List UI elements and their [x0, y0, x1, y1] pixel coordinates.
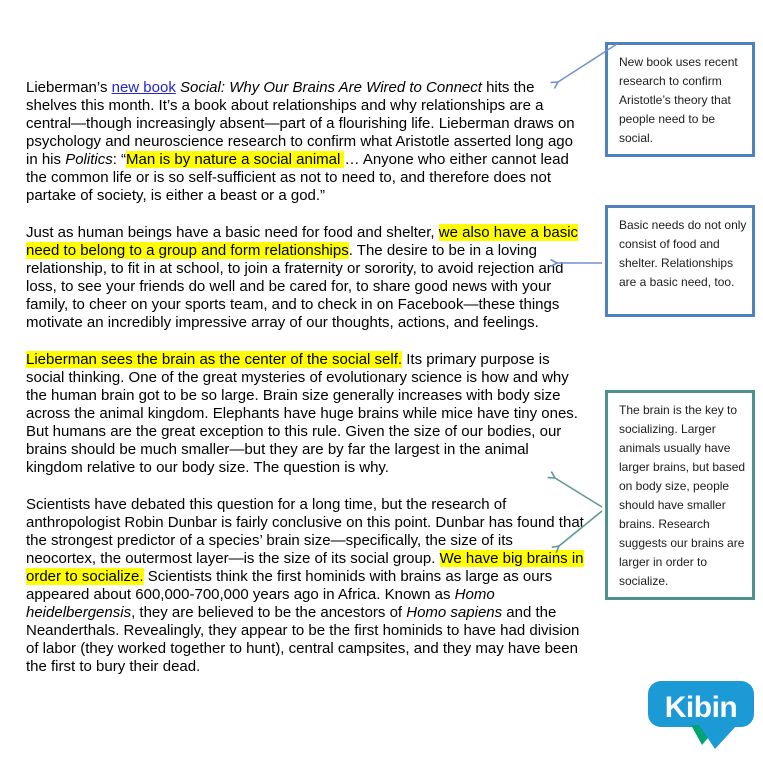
- book-title: Social: Why Our Brains Are Wired to Connect: [180, 79, 482, 96]
- text-run: Just as human beings have a basic need for food and shelter,: [26, 224, 439, 241]
- annotation-box-3: The brain is the key to socializing. Larger animals usually have larger brains, but based on body size, people should have smaller brains. Research suggests our brains are larger in order to socialize.: [605, 390, 755, 600]
- highlighted-text: we also have a basic need to belong to a group and form relationships: [26, 224, 579, 259]
- paragraph-3: [26, 351, 584, 477]
- highlighted-text: We have big brains in order to socialize.: [26, 550, 584, 585]
- italic-text: Homo sapiens: [406, 604, 503, 621]
- kibin-logo: [645, 678, 760, 753]
- essay-text: [26, 79, 584, 695]
- annotation-box-2: Basic needs do not only consist of food and shelter. Relationships are a basic need, too.: [605, 205, 755, 317]
- text-run: Lieberman’s: [26, 79, 112, 96]
- text-run: Scientists have debated this question for a long time, but the research of anthropologist Robin Dunbar is fairly conclusive on this point. Dunbar has found that the strongest predictor of a species’ brain size—specifically, the size of its neocortex, the outermost layer—is the size of its social group.: [26, 496, 584, 567]
- text-run: … Anyone who either cannot lead the common life or is so self-sufficient as not to need to, and therefore does not partake of society, is either a beast or a god.”: [26, 151, 569, 204]
- highlighted-text: Lieberman sees the brain as the center of the social self.: [26, 351, 403, 368]
- italic-text: Politics: [65, 151, 113, 168]
- paragraph-1: [26, 79, 584, 205]
- paragraph-4: [26, 496, 584, 676]
- italic-text: Homo heidelbergensis: [26, 586, 495, 621]
- annotation-box-1: New book uses recent research to confirm Aristotle’s theory that people need to be social.: [605, 42, 755, 157]
- highlighted-text: Man is by nature a social animal: [126, 151, 345, 168]
- new-book-link[interactable]: new book: [111, 79, 176, 96]
- text-run: and the Neanderthals. Revealingly, they appear to be the first hominids to have had division of labor (they worked together to hunt), central campsites, and they may have been the first to bury their dead.: [26, 604, 580, 675]
- text-run: Scientists think the first hominids with brains as large as ours appeared about 600,000-700,000 years ago in Africa. Known as: [26, 568, 553, 603]
- text-run: , they are believed to be the ancestors of: [131, 604, 407, 621]
- logo-text: Kibin: [664, 691, 738, 724]
- paragraph-2: [26, 224, 584, 332]
- text-run: . The desire to be in a loving relationship, to fit in at school, to join a fraternity or sorority, to avoid rejection and loss, to see your friends do well and be cared for, to share good news with your family, to cheer on your sports team, and to check in on Facebook—these things motivate an incredibly impressive array of our thoughts, actions, and feelings.: [26, 242, 564, 331]
- text-run: hits the shelves this month. It’s a book about relationships and why relationships are a central—though increasingly absent—part of a flourishing life. Lieberman draws on psychology and neuroscience research to confirm what Aristotle asserted long ago in his: [26, 79, 575, 168]
- text-run: : “: [112, 151, 127, 168]
- text-run: Its primary purpose is social thinking. One of the great mysteries of evolutionary science is how and why the human brain got to be so large. Brain size generally increases with body size across the animal kingdom. Elephants have huge brains while mice have tiny ones. But humans are the great exception to this rule. Given the size of our bodies, our brains should be much smaller—but they are by far the largest in the animal kingdom relative to our body size. The question is why.: [26, 351, 578, 476]
